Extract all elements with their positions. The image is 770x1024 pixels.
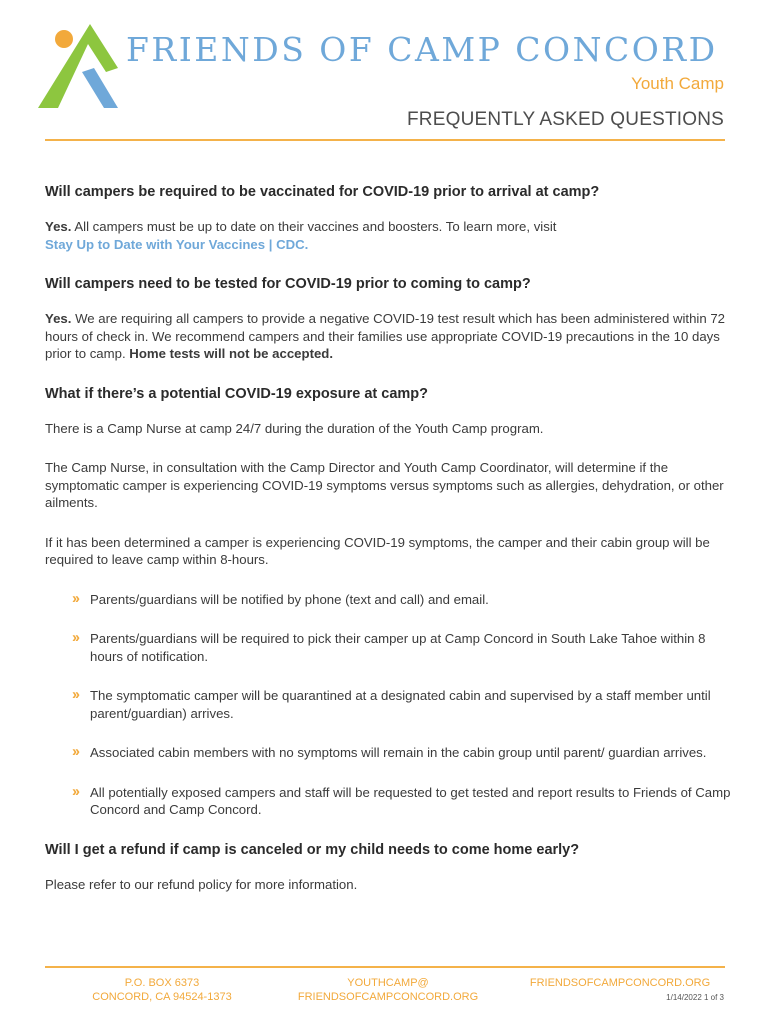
- email-line: YOUTHCAMP@: [347, 977, 429, 989]
- list-item: [72, 591, 735, 609]
- answer-text: We are requiring all campers to provide a negative COVID-19 test result which has been administered within 72 hours of check in. We recommend campers and their families use appropriate COVID-19 precautions in the 10 days prior to camp.: [45, 311, 726, 361]
- list-item-text: The symptomatic camper will be quarantined at a designated cabin and supervised by a staff member until parent/guardian) arrives.: [90, 688, 711, 721]
- faq-question-exposure: What if there’s a potential COVID-19 exposure at camp?: [45, 385, 428, 402]
- paragraph: If it has been determined a camper is experiencing COVID-19 symptoms, the camper and their cabin group will be required to leave camp within 8-hours.: [45, 534, 710, 567]
- double-chevron-icon: ››: [72, 743, 78, 760]
- exposure-steps-list: [45, 591, 735, 819]
- camp-logo: [38, 22, 118, 108]
- list-item: [72, 744, 735, 762]
- faq-answer-refund: Please refer to our refund policy for more information.: [45, 876, 358, 892]
- footer-website[interactable]: FRIENDSOFCAMPCONCORD.ORG: [529, 977, 711, 989]
- answer-text: All campers must be up to date on their vaccines and boosters. To learn more, visit: [71, 219, 557, 234]
- address-line: P.O. BOX 6373: [124, 977, 200, 989]
- double-chevron-icon: ››: [72, 629, 78, 646]
- paragraph: There is a Camp Nurse at camp 24/7 during the duration of the Youth Camp program.: [45, 420, 544, 436]
- answer-lead: Yes.: [45, 311, 72, 326]
- faq-answer-vaccination: [45, 218, 735, 253]
- faq-answer-testing: [45, 310, 735, 363]
- org-subtitle: Youth Camp: [631, 74, 724, 93]
- list-item-text: All potentially exposed campers and staff will be requested to get tested and report results to Friends of Camp Concord and Camp Concord.: [90, 784, 731, 817]
- paragraph: The Camp Nurse, in consultation with the Camp Director and Youth Camp Coordinator, will determine if the symptomatic camper is experiencing COVID-19 symptoms versus symptoms such as allergies, dehydration, or other ailments.: [45, 460, 724, 510]
- page-info: 1/14/2022 1 of 3: [666, 993, 724, 1002]
- double-chevron-icon: ››: [72, 782, 78, 800]
- list-item: [72, 784, 735, 819]
- faq-content: [45, 183, 735, 915]
- footer-address: [72, 976, 252, 1004]
- logo-orange-circle: [55, 30, 73, 48]
- email-line: FRIENDSOFCAMPCONCORD.ORG: [297, 991, 479, 1003]
- answer-bold-end: Home tests will not be accepted.: [129, 346, 334, 361]
- list-item: [72, 687, 735, 722]
- document-title: FREQUENTLY ASKED QUESTIONS: [406, 109, 724, 130]
- answer-lead: Yes.: [45, 219, 72, 234]
- list-item-text: Parents/guardians will be notified by phone (text and call) and email.: [90, 591, 489, 607]
- list-item-text: Associated cabin members with no symptoms will remain in the cabin group until parent/ guardian arrives.: [90, 745, 707, 760]
- header-divider: [45, 139, 725, 141]
- double-chevron-icon: ››: [72, 686, 78, 703]
- address-line: CONCORD, CA 94524-1373: [92, 991, 232, 1003]
- footer-email[interactable]: [288, 976, 488, 1004]
- faq-question-refund: Will I get a refund if camp is canceled or my child needs to come home early?: [45, 841, 580, 858]
- org-name: FRIENDS OF CAMP CONCORD: [126, 30, 718, 69]
- cdc-vaccine-link[interactable]: Stay Up to Date with Your Vaccines | CDC.: [45, 236, 309, 252]
- footer-divider: [45, 966, 725, 968]
- list-item-text: Parents/guardians will be required to pick their camper up at Camp Concord in South Lake Tahoe within 8 hours of notification.: [90, 631, 706, 664]
- logo-blue-shape: [82, 68, 118, 108]
- faq-question-testing: Will campers need to be tested for COVID-19 prior to coming to camp?: [45, 276, 531, 292]
- faq-question-vaccination: Will campers be required to be vaccinated for COVID-19 prior to arrival at camp?: [45, 184, 600, 200]
- list-item: [72, 630, 735, 665]
- double-chevron-icon: ››: [72, 589, 78, 607]
